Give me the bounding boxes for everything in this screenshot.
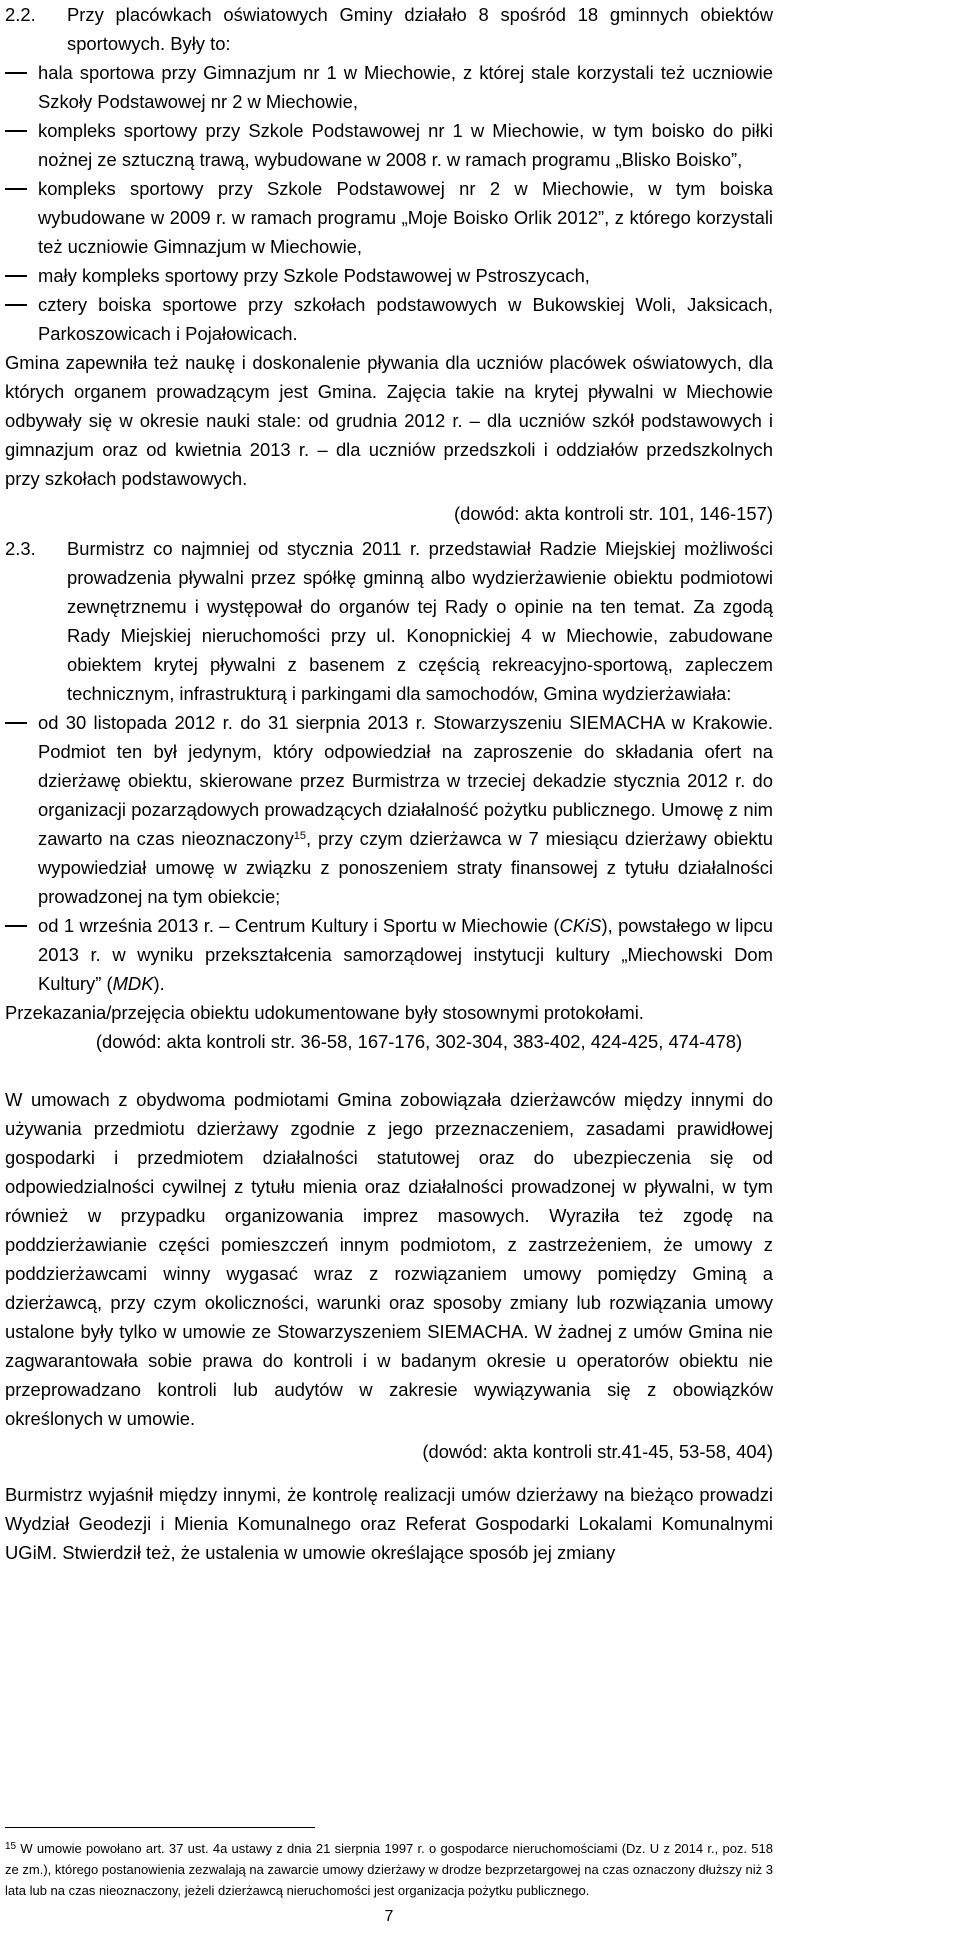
- section-2-2: [5, 0, 773, 58]
- section-intro: Przy placówkach oświatowych Gminy działało 8 spośród 18 gminnych obiektów sportowych. Były to:: [67, 4, 773, 54]
- evidence-note: (dowód: akta kontroli str. 101, 146-157): [454, 503, 773, 524]
- main-text: [5, 0, 773, 1567]
- paragraph: W umowach z obydwoma podmiotami Gmina zobowiązała dzierżawców między innymi do używania przedmiotu dzierżawy zgodnie z jego przeznaczeniem, zasadami prawidłowej gospodarki i przedmiotem działalności statutowej oraz do ubezpieczenia się od odpowiedzialności cywilnej z tytułu mienia oraz działalności prowadzonej w pływalni, w tym również w przypadku organizowania imprez masowych. Wyraziła też zgodę na poddzierżawianie części pomieszczeń innym podmiotom, z zastrzeżeniem, że umowy z poddzierżawcami winny wygasać wraz z rozwiązaniem umowy pomiędzy Gminą a dzierżawcą, przy czym okoliczności, warunki oraz sposoby zmiany lub rozwiązania umowy ustalone były tylko w umowie ze Stowarzyszeniem SIEMACHA. W żadnej z umów Gmina nie zagwarantowała sobie prawa do kontroli i w badanym okresie u operatorów obiektu nie przeprowadzano kontroli lub audytów w zakresie wywiązywania się z obowiązków określonych w umowie.: [5, 1089, 773, 1429]
- footnote-number: 15: [5, 1841, 17, 1852]
- section-intro: Burmistrz co najmniej od stycznia 2011 r. przedstawiał Radzie Miejskiej możliwości prowadzenia pływalni przez spółkę gminną albo wydzierżawienie obiektu podmiotowi zewnętrznemu i występował do organów tej Rady o opinie na ten temat. Za zgodą Rady Miejskiej nieruchomości przy ul. Konopnickiej 4 w Miechowie, zabudowane obiektem krytej pływalni z basenem z częścią rekreacyjno-sportową, zapleczem technicznym, infrastrukturą i parkingami dla samochodów, Gmina wydzierżawiała:: [67, 538, 773, 704]
- section-2-3: [5, 534, 773, 708]
- list-item: mały kompleks sportowy przy Szkole Podstawowej w Pstroszycach,: [5, 261, 773, 290]
- list-item: hala sportowa przy Gimnazjum nr 1 w Miechowie, z której stale korzystali też uczniowie Szkoły Podstawowej nr 2 w Miechowie,: [5, 58, 773, 116]
- footnote-ref[interactable]: 15: [293, 830, 307, 842]
- footnote-divider: [5, 1827, 315, 1828]
- section-number: 2.3.: [5, 538, 36, 559]
- lease-list: [5, 708, 773, 998]
- footnote-text: W umowie powołano art. 37 ust. 4a ustawy z dnia 21 sierpnia 1997 r. o gospodarce nieruchomościami (Dz. U z 2014 r., poz. 518 ze zm.), którego postanowienia zezwalają na zawarcie umowy dzierżawy w drodze bezprzetargowej na czas oznaczony dłuższy niż 3 lata lub na czas nieoznaczony, jeżeli dzierżawcą nieruchomości jest organizacja pożytku publicznego.: [5, 1841, 773, 1898]
- facilities-list: [5, 58, 773, 348]
- paragraph: Gmina zapewniła też naukę i doskonalenie pływania dla uczniów placówek oświatowych, dla których organem prowadzącym jest Gmina. Zajęcia takie na krytej pływalni w Miechowie odbywały się w okresie nauki stale: od grudnia 2012 r. – dla uczniów szkół podstawowych i gimnazjum oraz od kwietnia 2013 r. – dla uczniów przedszkoli i oddziałów przedszkolnych przy szkołach podstawowych.: [5, 352, 773, 489]
- list-item: od 1 września 2013 r. – Centrum Kultury i Sportu w Miechowie (CKiS), powstałego w lipcu 2013 r. w wyniku przekształcenia samorządowej instytucji kultury „Miechowski Dom Kultury” (MDK).: [5, 911, 773, 998]
- section-number: 2.2.: [5, 4, 36, 25]
- protocol-note: Przekazania/przejęcia obiektu udokumentowane były stosownymi protokołami.: [5, 1002, 644, 1023]
- evidence-note: (dowód: akta kontroli str. 36-58, 167-176, 302-304, 383-402, 424-425, 474-478): [95, 1031, 743, 1052]
- list-item: od 30 listopada 2012 r. do 31 sierpnia 2013 r. Stowarzyszeniu SIEMACHA w Krakowie. Podmiot ten był jedynym, który odpowiedział na zaproszenie do składania ofert na dzierżawę obiektu, skierowane przez Burmistrza w trzeciej dekadzie stycznia 2012 r. do organizacji pozarządowych prowadzących działalność pożytku publicznego. Umowę z nim zawarto na czas nieoznaczony$^{15}$, przy czym dzierżawca w 7 miesiącu dzierżawy obiektu wypowiedział umowę w związku z ponoszeniem straty finansowej z tytułu działalności prowadzonej na tym obiekcie;: [5, 708, 773, 911]
- evidence-note: (dowód: akta kontroli str.41-45, 53-58, 404): [422, 1441, 773, 1462]
- list-item: kompleks sportowy przy Szkole Podstawowej nr 1 w Miechowie, w tym boisko do piłki nożnej ze sztuczną trawą, wybudowane w 2008 r. w ramach programu „Blisko Boisko”,: [5, 116, 773, 174]
- page-number: 7: [384, 1908, 394, 1925]
- footnote: [5, 1836, 773, 1901]
- paragraph: Burmistrz wyjaśnił między innymi, że kontrolę realizacji umów dzierżawy na bieżąco prowadzi Wydział Geodezji i Mienia Komunalnego oraz Referat Gospodarki Lokalami Komunalnymi UGiM. Stwierdził też, że ustalenia w umowie określające sposób jej zmiany: [5, 1484, 773, 1563]
- list-item: kompleks sportowy przy Szkole Podstawowej nr 2 w Miechowie, w tym boiska wybudowane w 2009 r. w ramach programu „Moje Boisko Orlik 2012”, z którego korzystali też uczniowie Gimnazjum w Miechowie,: [5, 174, 773, 261]
- list-item: cztery boiska sportowe przy szkołach podstawowych w Bukowskiej Woli, Jaksicach, Parkoszowicach i Pojałowicach.: [5, 290, 773, 348]
